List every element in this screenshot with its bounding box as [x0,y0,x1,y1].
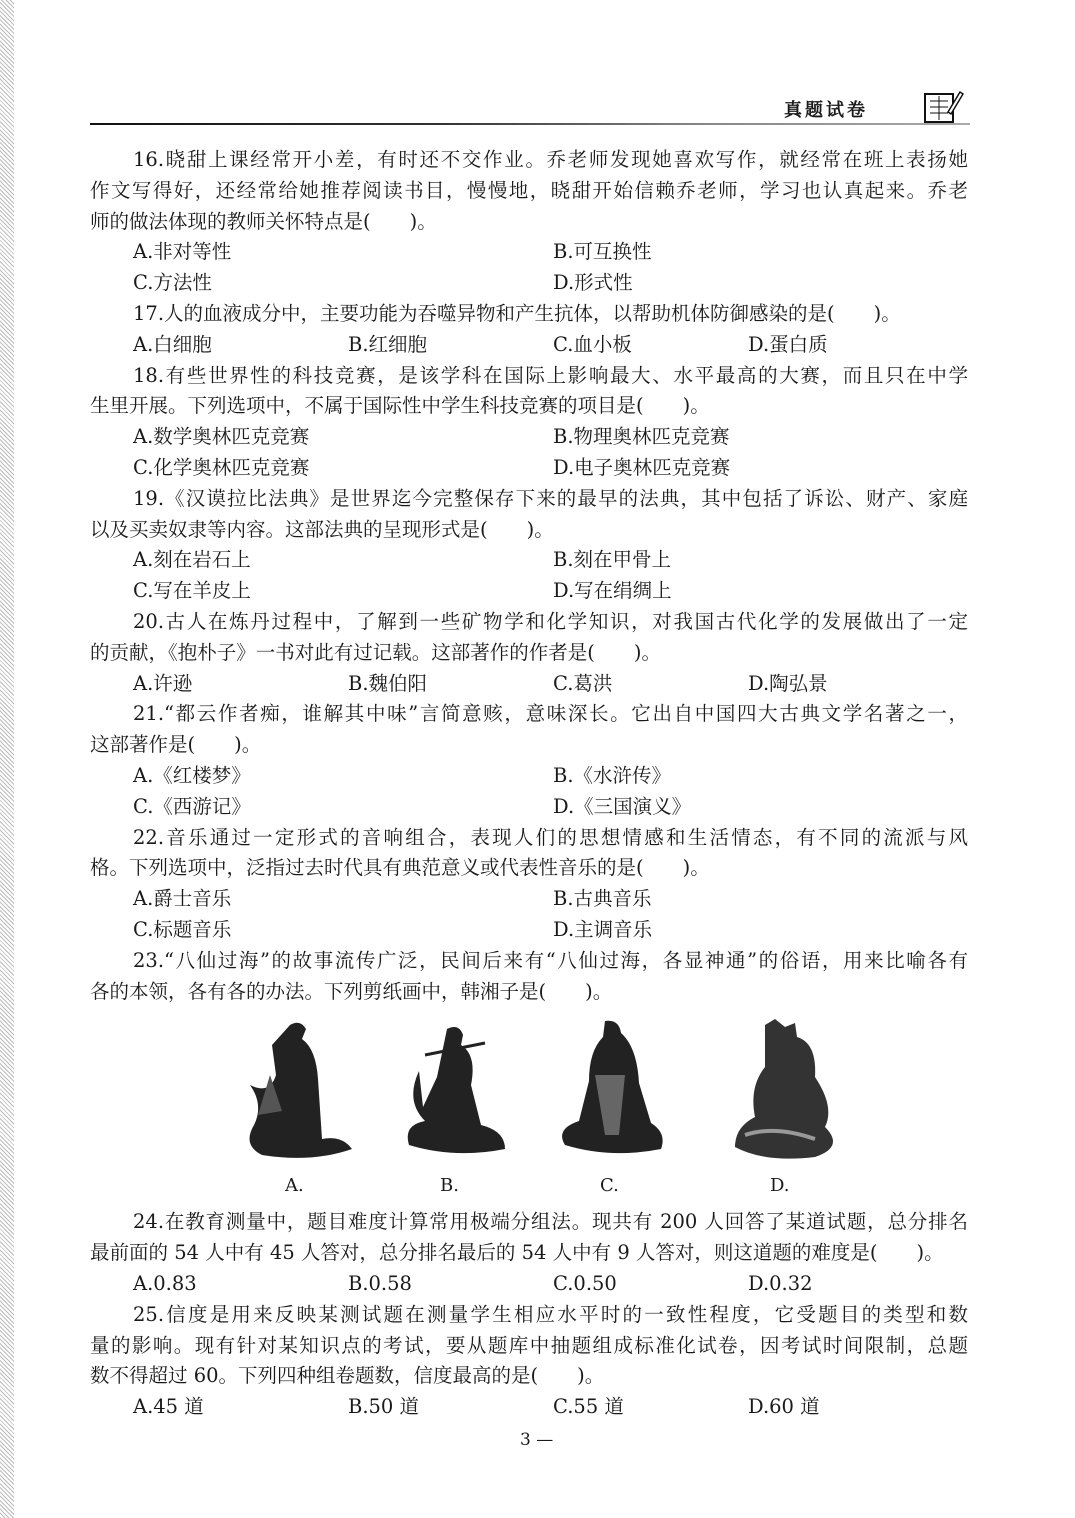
question-24-text: 最前面的 54 人中有 45 人答对，总分排名最后的 54 人中有 9 人答对，则这道题的难度是( )。 [90,1241,944,1265]
option-row [90,422,968,453]
option-a: A.0.83 [133,1271,197,1295]
option-b: B.刻在甲骨上 [553,548,672,572]
option-a: A.白细胞 [133,332,212,356]
option-d: D.陶弘景 [748,671,828,695]
question-16-text: 作文写得好，还经常给她推荐阅读书目，慢慢地，晓甜开始信赖乔老师，学习也认真起来。乔老 [90,178,968,202]
question-17-text: 17.人的血液成分中，主要功能为吞噬异物和产生抗体，以帮助机体防御感染的是( )。 [133,301,901,325]
option-row [90,792,968,823]
question-18-text: 18.有些世界性的科技竞赛，是该学科在国际上影响最大、水平最高的大赛，而且只在中学 [133,363,968,387]
option-b: B.0.58 [348,1271,412,1295]
header-rule [90,123,970,125]
option-c: C.化学奥林匹克竞赛 [133,455,310,479]
option-d: D.写在绢绸上 [553,579,672,603]
question-23-text: 各的本领，各有各的办法。下列剪纸画中，韩湘子是( )。 [90,979,613,1003]
option-row [90,453,968,484]
question-25-text: 数不得超过 60。下列四种组卷题数，信度最高的是( )。 [90,1364,605,1388]
option-b: B.50 道 [348,1395,420,1419]
page-number: 3 — [520,1430,554,1450]
option-row [90,545,968,576]
papercut-image-d [715,1015,845,1165]
option-a: A.《红楼梦》 [133,763,251,787]
option-b: B.物理奥林匹克竞赛 [553,425,730,449]
figure-label-a: A. [285,1175,304,1197]
header-title: 真题试卷 [784,100,868,121]
option-row [90,761,968,792]
option-a: A.数学奥林匹克竞赛 [133,425,310,449]
option-a: A.刻在岩石上 [133,548,251,572]
question-22-text: 22.音乐通过一定形式的音响组合，表现人们的思想情感和生活情态，有不同的流派与风 [133,825,968,849]
option-b: B.古典音乐 [553,887,652,911]
papercut-image-c [545,1015,675,1165]
question-list [90,145,968,1423]
question-19-text: 19.《汉谟拉比法典》是世界迄今完整保存下来的最早的法典，其中包括了诉讼、财产、家庭 [133,486,968,510]
question-25-text: 量的影响。现有针对某知识点的考试，要从题库中抽题组成标准化试卷，因考试时间限制，总题 [90,1333,968,1357]
question-21-text: 21.“都云作者痴，谁解其中味”言简意赅，意味深长。它出自中国四大古典文学名著之一， [133,702,968,726]
option-row [90,915,968,946]
option-c: C.《西游记》 [133,794,251,818]
papercut-image-a [230,1015,360,1165]
option-c: C.葛洪 [553,671,613,695]
question-25-text: 25.信度是用来反映某测试题在测量学生相应水平时的一致性程度，它受题目的类型和数 [133,1302,968,1326]
option-d: D.《三国演义》 [553,794,692,818]
option-d: D.60 道 [748,1395,820,1419]
question-20-text: 20.古人在炼丹过程中，了解到一些矿物学和化学知识，对我国古代化学的发展做出了一定 [133,609,968,633]
papercut-figures [90,1007,968,1207]
notebook-pen-icon [922,88,964,124]
option-d: D.蛋白质 [748,332,828,356]
option-row [90,1269,968,1300]
option-a: A.45 道 [133,1395,204,1419]
option-a: A.爵士音乐 [133,887,232,911]
figure-label-d: D. [770,1175,790,1197]
option-b: B.《水浒传》 [553,763,672,787]
option-c: C.方法性 [133,271,212,295]
option-d: D.主调音乐 [553,917,653,941]
question-22-text: 格。下列选项中，泛指过去时代具有典范意义或代表性音乐的是( )。 [90,856,710,880]
question-23-text: 23.“八仙过海”的故事流传广泛，民间后来有“八仙过海，各显神通”的俗语，用来比喻各有 [133,948,968,972]
question-16-text: 师的做法体现的教师关怀特点是( )。 [90,209,437,233]
question-20-text: 的贡献，《抱朴子》一书对此有过记载。这部著作的作者是( )。 [90,640,661,664]
option-c: C.标题音乐 [133,917,232,941]
question-18-text: 生里开展。下列选项中，不属于国际性中学生科技竞赛的项目是( )。 [90,394,710,418]
question-16-text: 16.晓甜上课经常开小差，有时还不交作业。乔老师发现她喜欢写作，就经常在班上表扬她 [133,148,968,171]
option-row [90,1392,968,1423]
question-21-text: 这部著作是( )。 [90,733,262,757]
option-row [90,330,968,361]
option-c: C.55 道 [553,1395,624,1419]
option-row [90,669,968,700]
option-d: D.0.32 [748,1271,813,1295]
question-24-text: 24.在教育测量中，题目难度计算常用极端分组法。现共有 200 人回答了某道试题，总分排名 [133,1210,968,1234]
option-a: A.非对等性 [133,240,232,264]
option-a: A.许逊 [133,671,193,695]
option-row [90,268,968,299]
option-c: C.写在羊皮上 [133,579,251,603]
option-b: B.红细胞 [348,332,428,356]
option-row [90,576,968,607]
scan-edge [0,0,14,1518]
option-row [90,237,968,268]
option-d: D.电子奥林匹克竞赛 [553,455,731,479]
option-c: C.0.50 [553,1271,617,1295]
option-c: C.血小板 [553,332,632,356]
figure-label-b: B. [440,1175,459,1197]
figure-label-c: C. [600,1175,619,1197]
option-b: B.魏伯阳 [348,671,428,695]
option-b: B.可互换性 [553,240,652,264]
question-19-text: 以及买卖奴隶等内容。这部法典的呈现形式是( )。 [90,517,554,541]
option-row [90,884,968,915]
option-d: D.形式性 [553,271,633,295]
papercut-image-b [385,1015,515,1165]
